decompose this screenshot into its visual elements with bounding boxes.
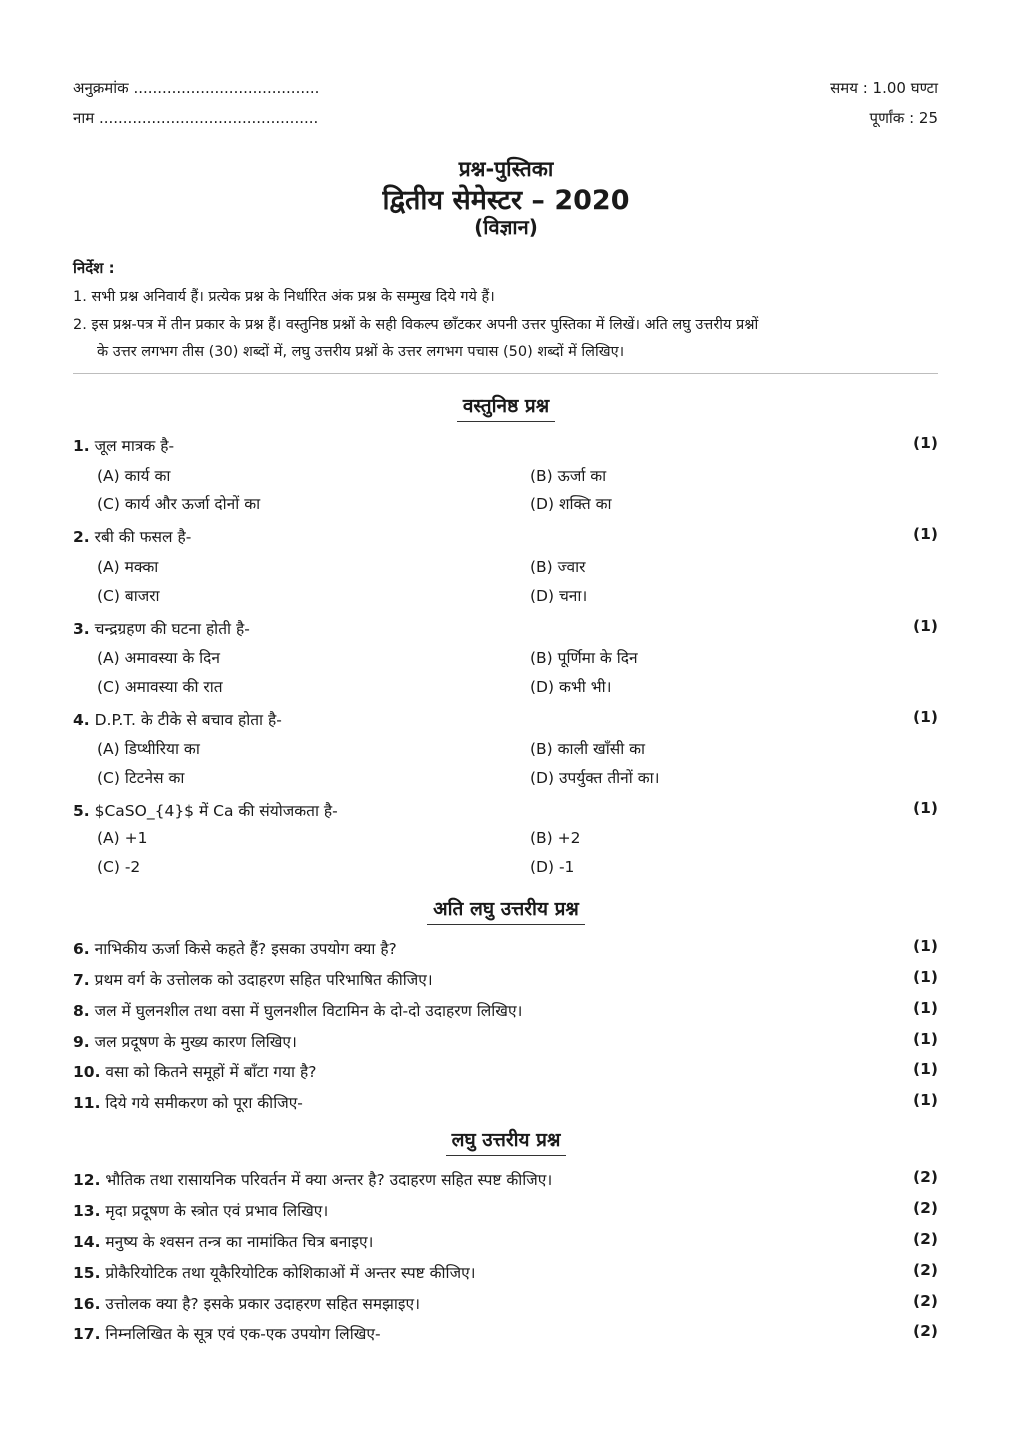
- question-marks: (1): [913, 799, 938, 817]
- option-c: (C) कार्य और ऊर्जा दोनों का: [97, 495, 261, 513]
- roll-number-label: अनुक्रमांक .......................................: [73, 79, 320, 97]
- section-heading-short: लघु उत्तरीय प्रश्न: [0, 1126, 1012, 1156]
- question-17: 17. निम्नलिखित के सूत्र एवं एक-एक उपयोग लिखिए-: [73, 1325, 381, 1343]
- question-12: 12. भौतिक तथा रासायनिक परिवर्तन में क्या अन्तर है? उदाहरण सहित स्पष्ट कीजिए।: [73, 1171, 553, 1189]
- option-d: (D) उपर्युक्त तीनों का।: [530, 769, 660, 787]
- option-d: (D) -1: [530, 858, 575, 876]
- question-marks: (1): [913, 617, 938, 635]
- question-2: 2. रबी की फसल है-: [73, 528, 192, 546]
- question-10: 10. वसा को कितने समूहों में बाँटा गया है?: [73, 1063, 317, 1081]
- question-8: 8. जल में घुलनशील तथा वसा में घुलनशील विटामिन के दो-दो उदाहरण लिखिए।: [73, 1002, 523, 1020]
- option-b: (B) +2: [530, 829, 581, 847]
- divider: [73, 373, 938, 374]
- option-c: (C) अमावस्या की रात: [97, 678, 223, 696]
- question-6: 6. नाभिकीय ऊर्जा किसे कहते हैं? इसका उपयोग क्या है?: [73, 940, 397, 958]
- option-b: (B) ज्वार: [530, 558, 586, 576]
- subject-title: (विज्ञान): [474, 215, 538, 239]
- question-14: 14. मनुष्य के श्वसन तन्त्र का नामांकित चित्र बनाइए।: [73, 1233, 374, 1251]
- section-heading-objective: वस्तुनिष्ठ प्रश्न: [0, 392, 1012, 422]
- question-marks: (1): [913, 1030, 938, 1048]
- option-a: (A) डिप्थीरिया का: [97, 740, 200, 758]
- instruction-item: के उत्तर लगभग तीस (30) शब्दों में, लघु उत्तरीय प्रश्नों के उत्तर लगभग पचास (50) शब्दों में लिखिए।: [97, 344, 625, 360]
- option-b: (B) काली खाँसी का: [530, 740, 646, 758]
- question-7: 7. प्रथम वर्ग के उत्तोलक को उदाहरण सहित परिभाषित कीजिए।: [73, 971, 433, 989]
- question-15: 15. प्रोकैरियोटिक तथा यूकैरियोटिक कोशिकाओं में अन्तर स्पष्ट कीजिए।: [73, 1264, 476, 1282]
- student-name-label: नाम ..............................................: [73, 109, 319, 127]
- question-9: 9. जल प्रदूषण के मुख्य कारण लिखिए।: [73, 1033, 297, 1051]
- instruction-item: 2. इस प्रश्न-पत्र में तीन प्रकार के प्रश्न हैं। वस्तुनिष्ठ प्रश्नों के सही विकल्प छाँटकर अपनी उत्तर पुस्तिका में लिखें। अति लघु उत्तरीय प्रश्नों: [73, 317, 759, 333]
- question-5: 5. $CaSO_{4}$ में Ca की संयोजकता है-: [73, 802, 338, 820]
- option-d: (D) कभी भी।: [530, 678, 612, 696]
- question-16: 16. उत्तोलक क्या है? इसके प्रकार उदाहरण सहित समझाइए।: [73, 1295, 420, 1313]
- option-c: (C) बाजरा: [97, 587, 160, 605]
- question-marks: (2): [913, 1199, 938, 1217]
- option-a: (A) मक्का: [97, 558, 159, 576]
- question-marks: (1): [913, 968, 938, 986]
- option-a: (A) अमावस्या के दिन: [97, 649, 221, 667]
- option-b: (B) पूर्णिमा के दिन: [530, 649, 638, 667]
- option-b: (B) ऊर्जा का: [530, 467, 607, 485]
- question-marks: (2): [913, 1322, 938, 1340]
- question-marks: (1): [913, 708, 938, 726]
- question-marks: (1): [913, 937, 938, 955]
- option-a: (A) +1: [97, 829, 148, 847]
- question-marks: (1): [913, 1091, 938, 1109]
- question-marks: (2): [913, 1292, 938, 1310]
- exam-time: समय : 1.00 घण्टा: [830, 79, 938, 97]
- option-a: (A) कार्य का: [97, 467, 171, 485]
- question-marks: (1): [913, 999, 938, 1017]
- question-marks: (2): [913, 1168, 938, 1186]
- question-13: 13. मृदा प्रदूषण के स्त्रोत एवं प्रभाव लिखिए।: [73, 1202, 329, 1220]
- question-marks: (1): [913, 525, 938, 543]
- booklet-title: प्रश्न-पुस्तिका: [458, 157, 554, 181]
- question-3: 3. चन्द्रग्रहण की घटना होती है-: [73, 620, 250, 638]
- semester-title: द्वितीय सेमेस्टर – 2020: [382, 185, 630, 216]
- question-marks: (2): [913, 1261, 938, 1279]
- option-d: (D) शक्ति का: [530, 495, 612, 513]
- question-marks: (2): [913, 1230, 938, 1248]
- option-d: (D) चना।: [530, 587, 588, 605]
- question-11: 11. दिये गये समीकरण को पूरा कीजिए-: [73, 1094, 303, 1112]
- question-4: 4. D.P.T. के टीके से बचाव होता है-: [73, 711, 282, 729]
- total-marks: पूर्णांक : 25: [869, 109, 938, 127]
- instructions-label: निर्देश :: [73, 259, 115, 277]
- question-marks: (1): [913, 1060, 938, 1078]
- section-heading-very-short: अति लघु उत्तरीय प्रश्न: [0, 895, 1012, 925]
- instruction-item: 1. सभी प्रश्न अनिवार्य हैं। प्रत्येक प्रश्न के निर्धारित अंक प्रश्न के सम्मुख दिये गये हैं।: [73, 289, 495, 305]
- option-c: (C) -2: [97, 858, 141, 876]
- option-c: (C) टिटनेस का: [97, 769, 185, 787]
- question-1: 1. जूल मात्रक है-: [73, 437, 175, 455]
- question-marks: (1): [913, 434, 938, 452]
